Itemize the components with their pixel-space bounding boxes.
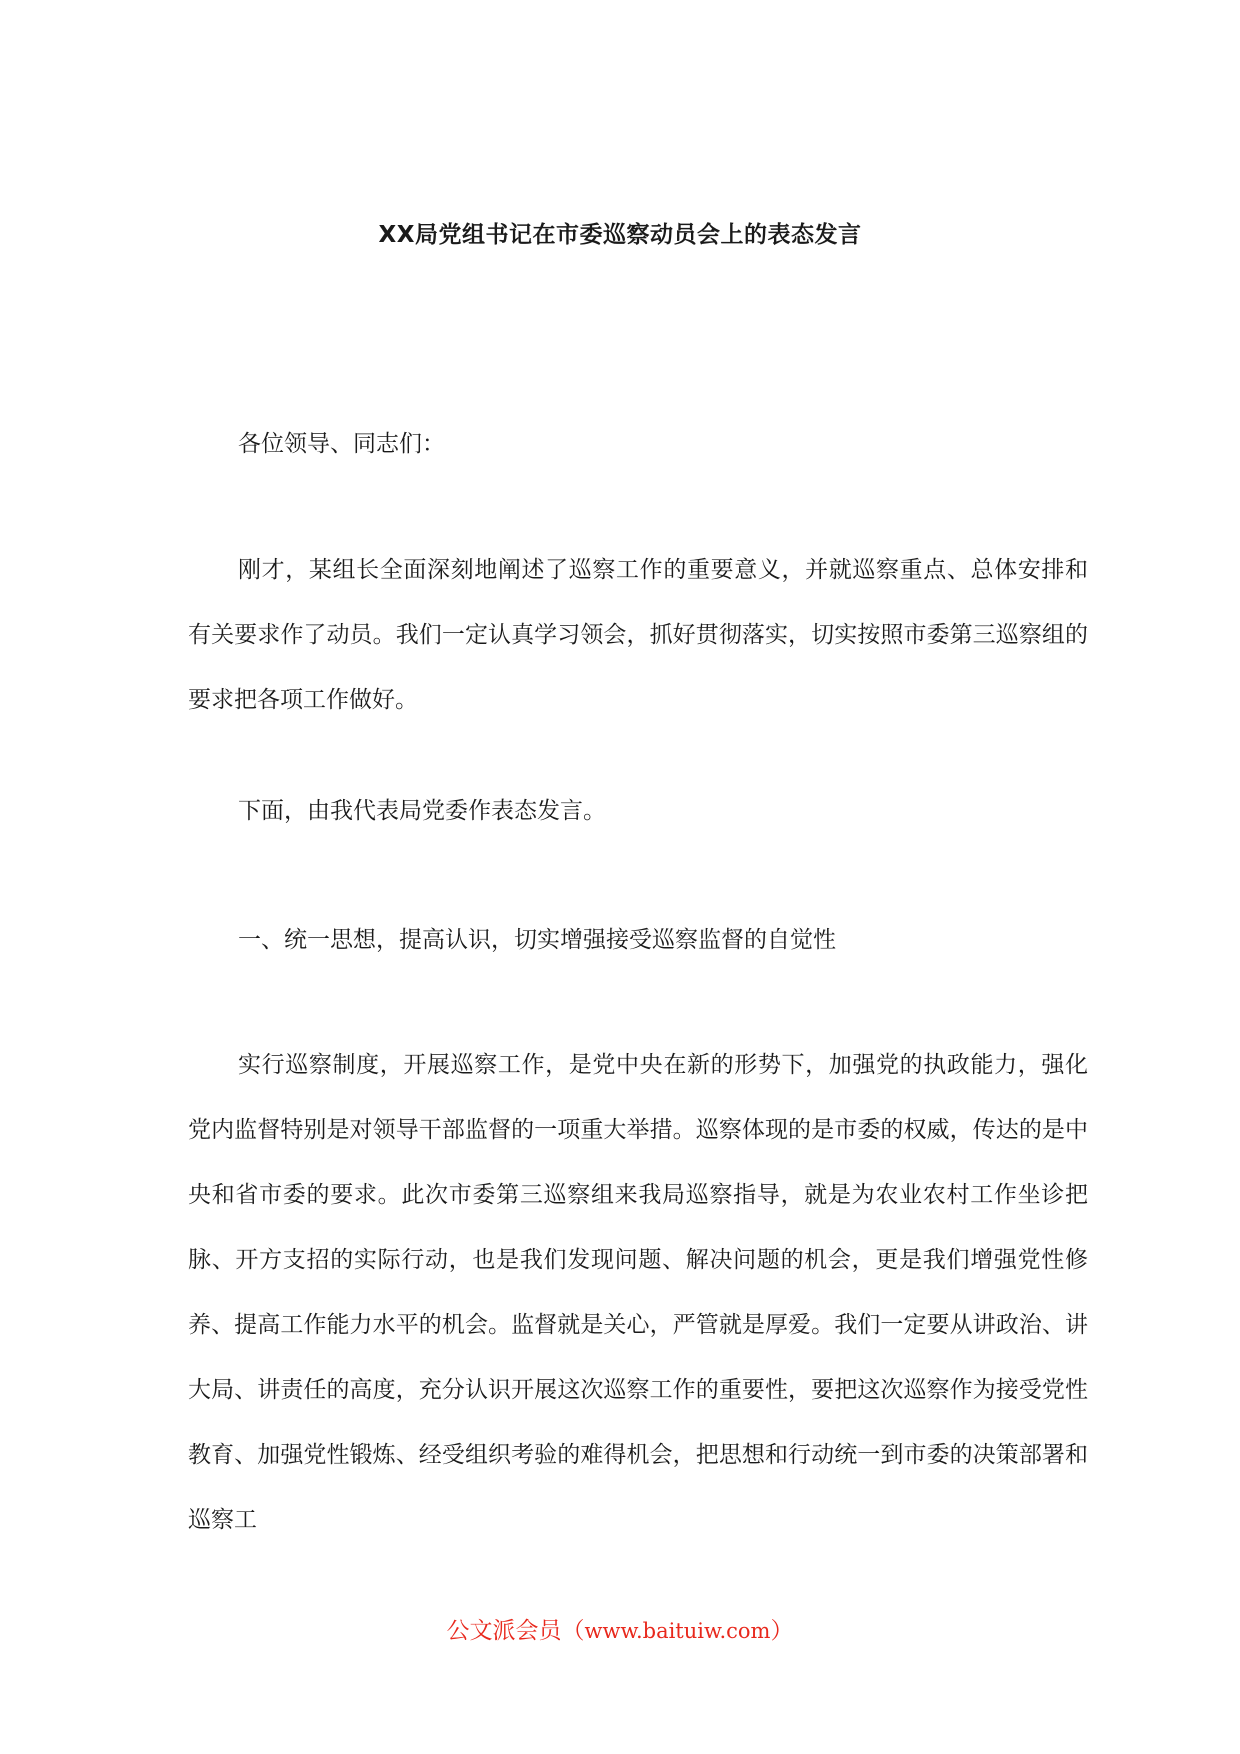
footer-prefix: 公文派会员（ xyxy=(446,1618,585,1644)
footer-suffix: ） xyxy=(770,1618,794,1644)
section-heading: 一、统一思想，提高认识，切实增强接受巡察监督的自觉性 xyxy=(238,927,836,953)
footer-watermark xyxy=(0,1612,1240,1645)
greeting-paragraph: 各位领导、同志们： xyxy=(238,431,445,457)
footer-url-link[interactable]: www.baituiw.com xyxy=(584,1619,771,1643)
body-paragraph: 实行巡察制度，开展巡察工作，是党中央在新的形势下，加强党的执政能力，强化党内监督特别是对领导干部监督的一项重大举措。巡察体现的是市委的权威，传达的是中央和省市委的要求。此次市委第三巡察组来我局巡察指导，就是为农业农村工作坐诊把脉、开方支招的实际行动，也是我们发现问题、解决问题的机会，更是我们增强党性修养、提高工作能力水平的机会。监督就是关心，严管就是厚爱。我们一定要从讲政治、讲大局、讲责任的高度，充分认识开展这次巡察工作的重要性，要把这次巡察作为接受党性教育、加强党性锻炼、经受组织考验的难得机会，把思想和行动统一到市委的决策部署和巡察工 xyxy=(188,1052,1088,1533)
document-title: XX局党组书记在市委巡察动员会上的表态发言 xyxy=(378,222,862,248)
body-paragraph: 刚才，某组长全面深刻地阐述了巡察工作的重要意义，并就巡察重点、总体安排和有关要求作了动员。我们一定认真学习领会，抓好贯彻落实，切实按照市委第三巡察组的要求把各项工作做好。 xyxy=(188,557,1088,713)
body-paragraph: 下面，由我代表局党委作表态发言。 xyxy=(238,798,606,824)
